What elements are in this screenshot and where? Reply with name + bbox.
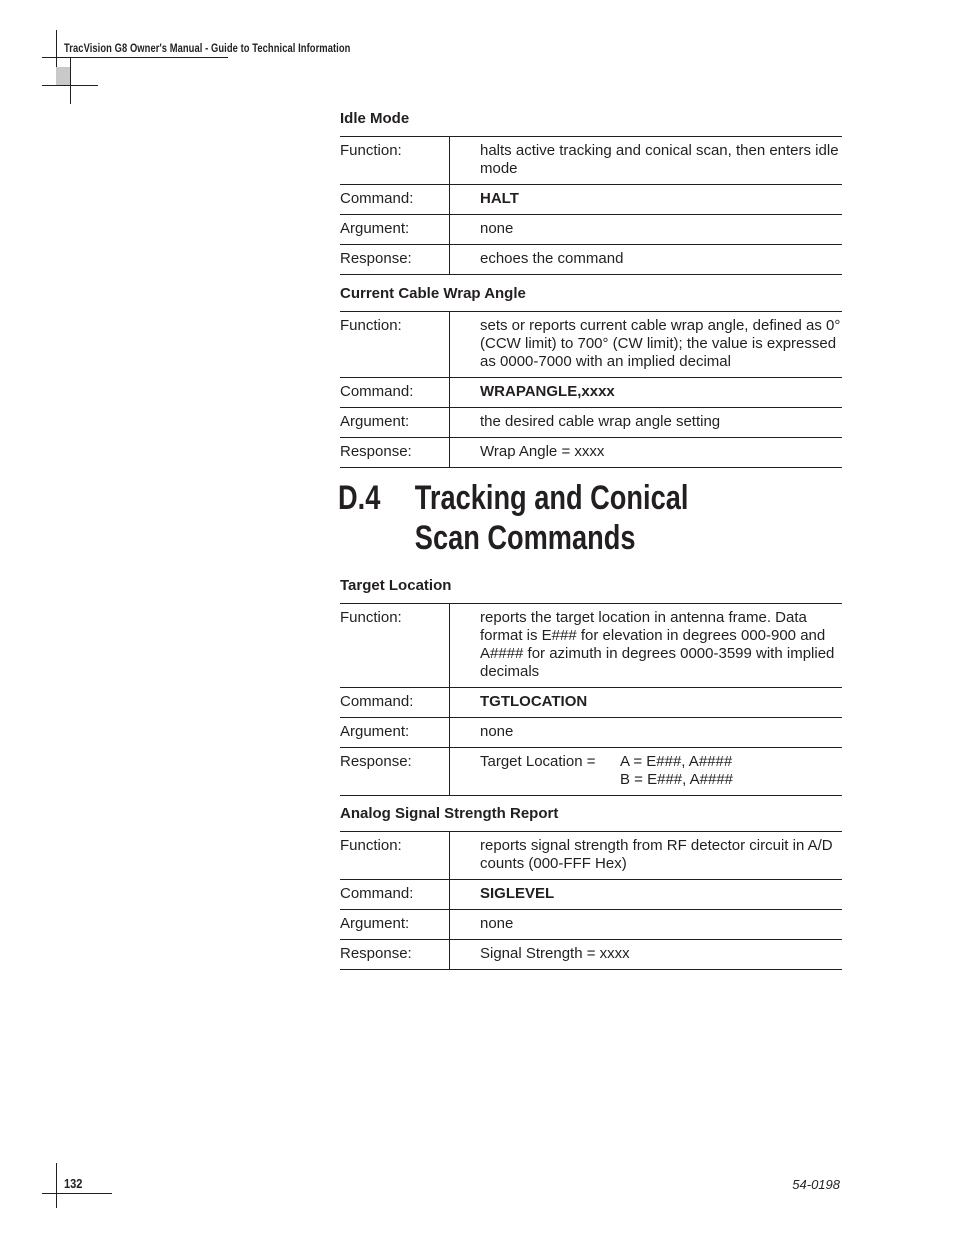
table-row — [340, 718, 842, 748]
row-value: none — [450, 910, 843, 940]
row-value: none — [450, 215, 843, 245]
table-row — [340, 312, 842, 378]
response-value-b: B = E###, A#### — [620, 771, 734, 788]
row-label: Function: — [340, 312, 450, 378]
target-location-table — [340, 603, 842, 796]
table-row — [340, 137, 842, 185]
table-row — [340, 688, 842, 718]
row-label: Command: — [340, 185, 450, 215]
table-row — [340, 245, 842, 275]
table-row — [340, 215, 842, 245]
table-row — [340, 408, 842, 438]
table-row — [340, 910, 842, 940]
row-label: Response: — [340, 748, 450, 796]
table-row — [340, 832, 842, 880]
row-label: Response: — [340, 245, 450, 275]
table-row — [340, 185, 842, 215]
registration-square — [56, 67, 70, 85]
row-label: Argument: — [340, 215, 450, 245]
command-value: WRAPANGLE,xxxx — [450, 378, 843, 408]
section-title-target-location: Target Location — [340, 577, 452, 594]
row-value: reports signal strength from RF detector circuit in A/D counts (000-FFF Hex) — [450, 832, 843, 880]
row-value: Signal Strength = xxxx — [450, 940, 843, 970]
running-head: TracVision G8 Owner's Manual - Guide to Technical Information — [64, 41, 351, 55]
signal-strength-table — [340, 831, 842, 970]
command-value: TGTLOCATION — [450, 688, 843, 718]
row-value: the desired cable wrap angle setting — [450, 408, 843, 438]
section-heading — [338, 478, 688, 558]
response-label: Target Location = — [480, 753, 596, 770]
heading-line-2: Scan Commands — [414, 519, 636, 557]
row-value: Wrap Angle = xxxx — [450, 438, 843, 468]
table-row — [340, 604, 842, 688]
row-value: reports the target location in antenna frame. Data format is E### for elevation in degrees 000-900 and A#### for azimuth in degrees 0000-3599 with implied decimals — [450, 604, 843, 688]
crop-mark-bottom-vertical — [56, 1163, 57, 1208]
section-title-cable-wrap-angle: Current Cable Wrap Angle — [340, 285, 526, 302]
table-row — [340, 438, 842, 468]
row-label: Response: — [340, 940, 450, 970]
response-value-a: A = E###, A#### — [620, 753, 733, 770]
response-values — [620, 753, 733, 789]
command-value: SIGLEVEL — [450, 880, 843, 910]
command-value: HALT — [450, 185, 843, 215]
cable-wrap-angle-table — [340, 311, 842, 468]
row-label: Argument: — [340, 718, 450, 748]
crop-mark-left-vertical — [70, 58, 71, 104]
table-row — [340, 940, 842, 970]
table-row — [340, 748, 842, 796]
table-row — [340, 378, 842, 408]
crop-mark-left-horizontal — [42, 85, 98, 86]
crop-mark-top-vertical — [56, 30, 57, 68]
row-label: Argument: — [340, 910, 450, 940]
footer-rule — [42, 1193, 112, 1194]
row-label: Function: — [340, 604, 450, 688]
row-value: sets or reports current cable wrap angle, defined as 0° (CCW limit) to 700° (CW limit); the value is expressed as 0000-7000 with an implied decimal — [450, 312, 843, 378]
row-label: Response: — [340, 438, 450, 468]
row-value: none — [450, 718, 843, 748]
row-value: halts active tracking and conical scan, then enters idle mode — [450, 137, 843, 185]
section-title-signal-strength: Analog Signal Strength Report — [340, 805, 559, 822]
row-label: Function: — [340, 832, 450, 880]
idle-mode-table — [340, 136, 842, 275]
row-label: Command: — [340, 378, 450, 408]
page-number: 132 — [64, 1176, 83, 1191]
table-row — [340, 880, 842, 910]
document-number: 54-0198 — [792, 1177, 840, 1192]
heading-line-1: Tracking and Conical — [414, 479, 689, 517]
section-title-idle-mode: Idle Mode — [340, 110, 410, 127]
row-value: echoes the command — [450, 245, 843, 275]
row-label: Function: — [340, 137, 450, 185]
row-label: Command: — [340, 880, 450, 910]
row-label: Command: — [340, 688, 450, 718]
row-label: Argument: — [340, 408, 450, 438]
row-value — [450, 748, 843, 796]
section-number: D.4 — [338, 479, 381, 517]
